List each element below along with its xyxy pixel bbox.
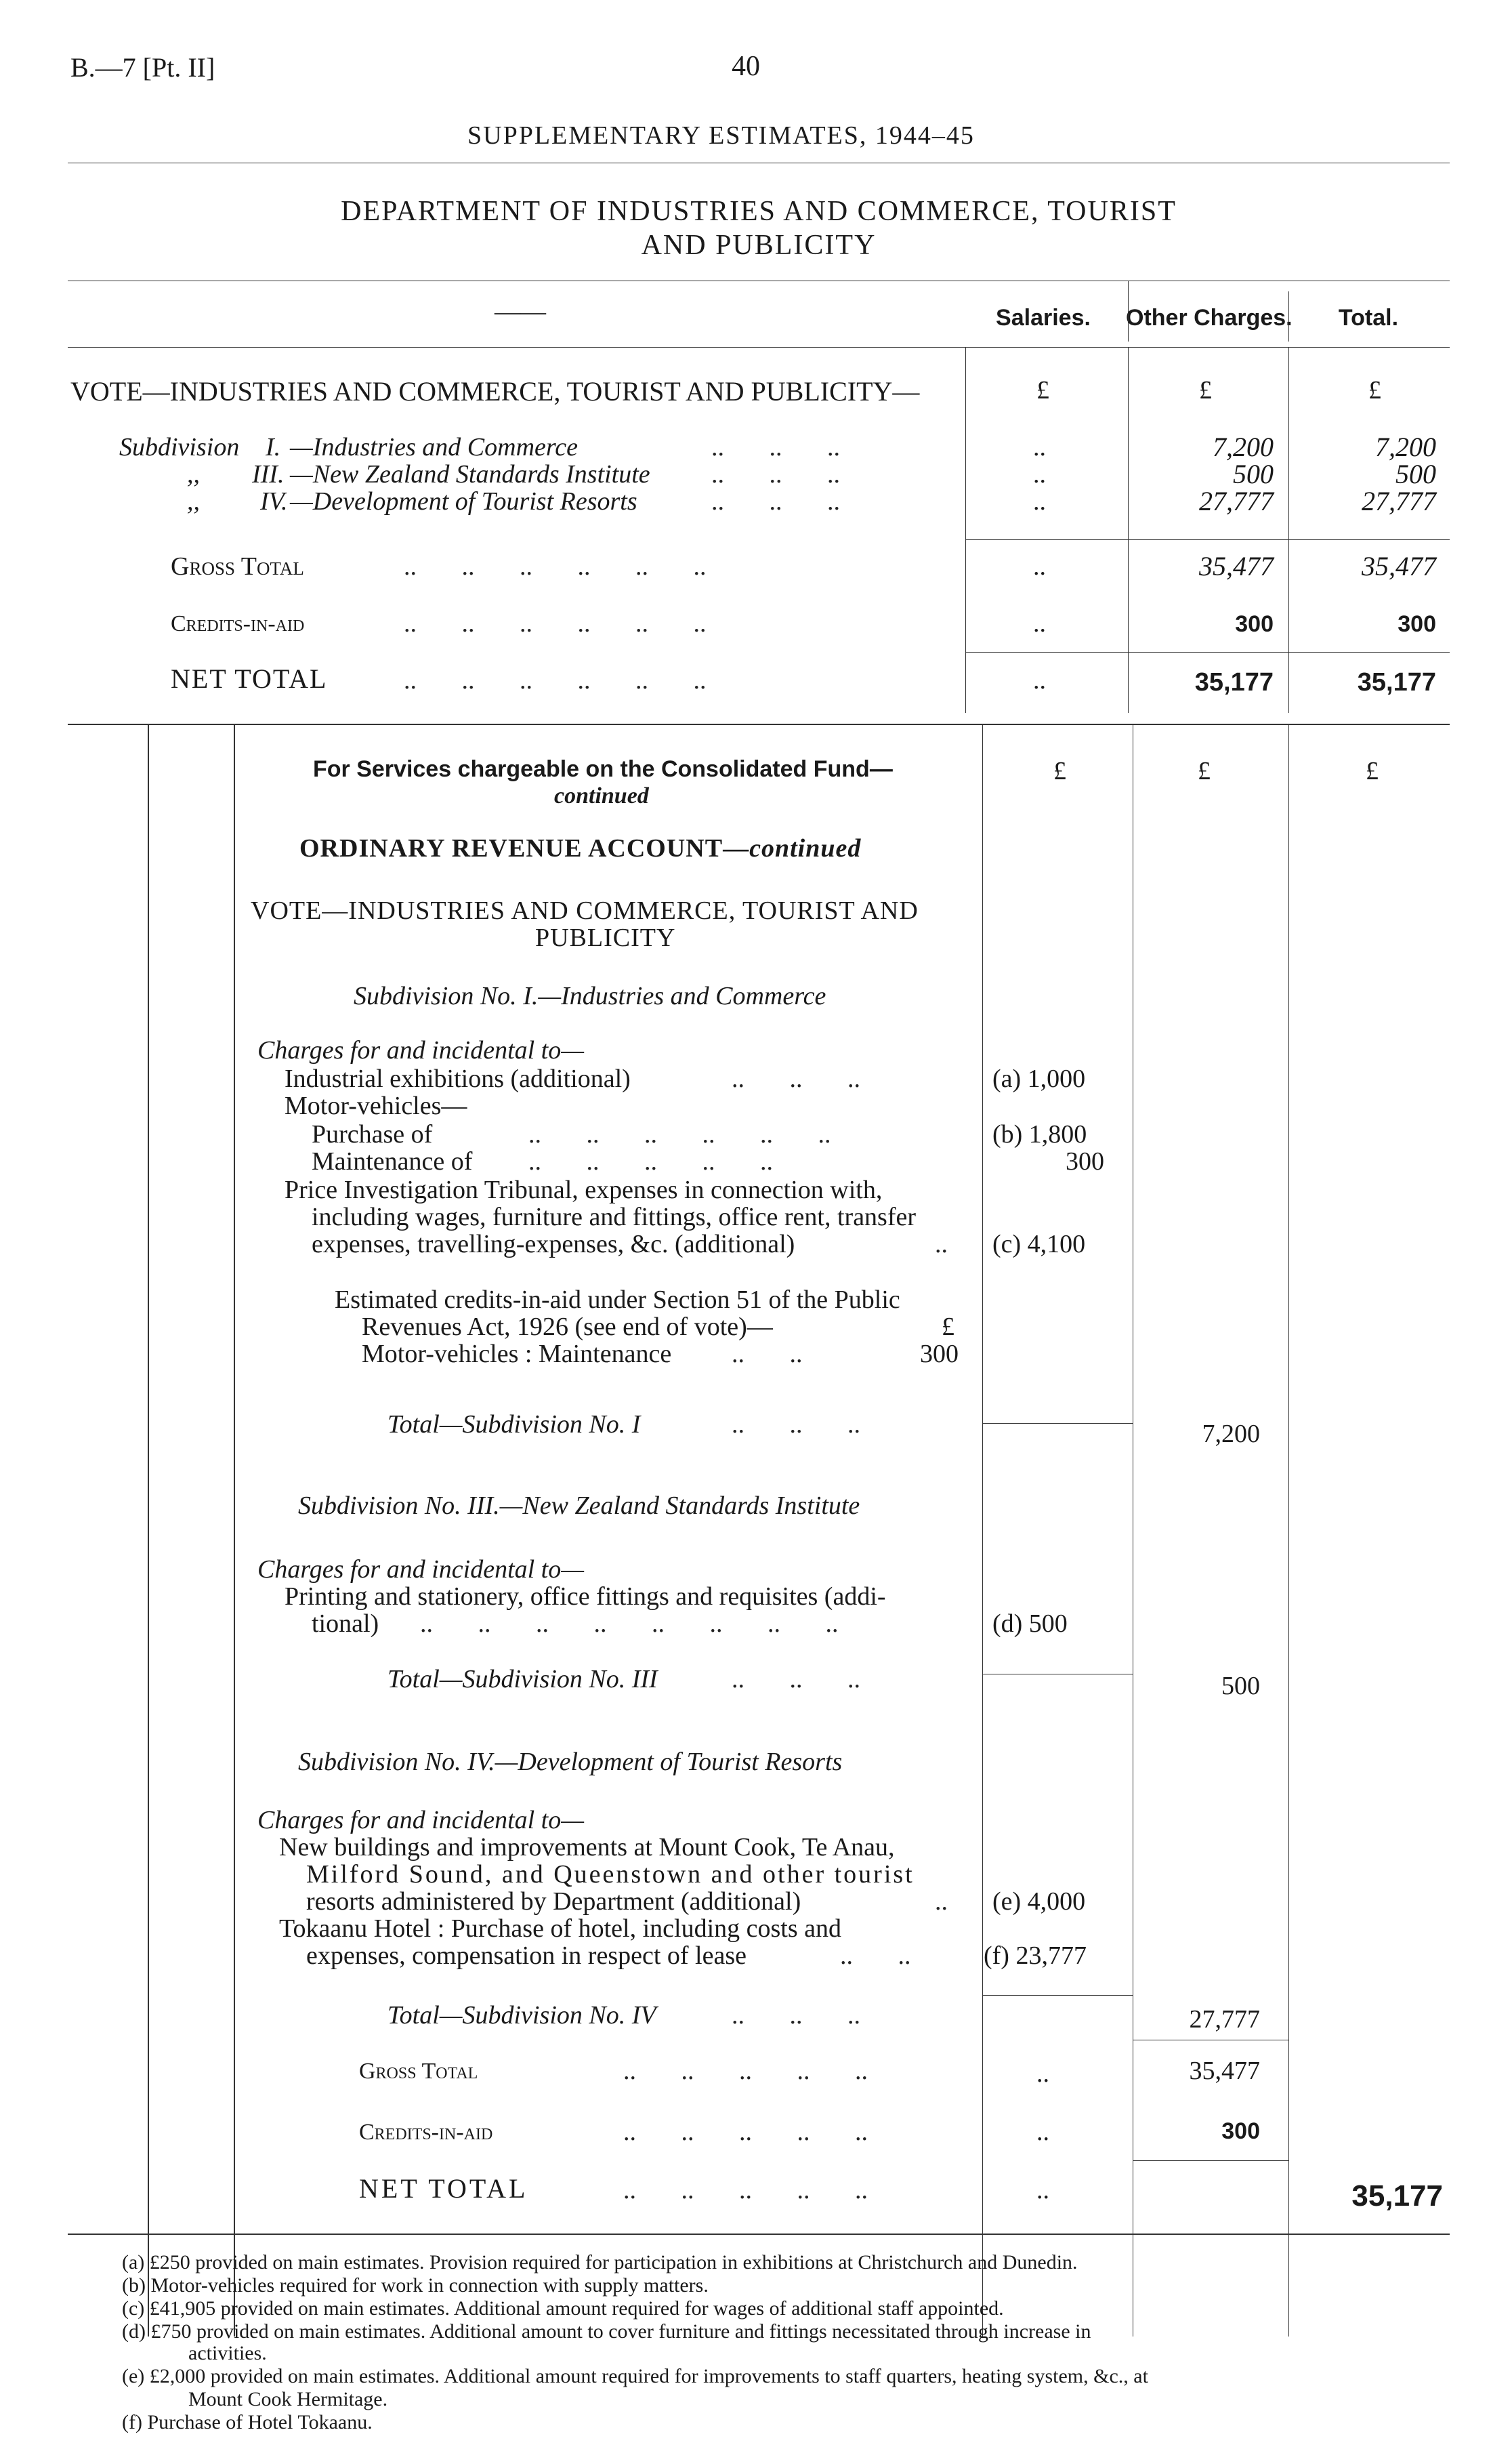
sub1-total-label: Total—Subdivision No. I (387, 1410, 641, 1439)
sub3-printing-amount: (d) 500 (992, 1609, 1068, 1638)
ordinary-revenue-heading (299, 834, 861, 863)
sub3-title: Subdivision No. III.—New Zealand Standards Institute (298, 1491, 860, 1520)
detail-net: 35,177 (1351, 2179, 1443, 2213)
summary-row-1-salaries: .. (1033, 433, 1046, 461)
sub1-exhibitions-amount: (a) 1,000 (992, 1065, 1086, 1093)
footnote-d: (d) £750 provided on main estimates. Additional amount to cover furniture and fittings necessitated through increase in (122, 2320, 1091, 2343)
sub4-charges-intro: Charges for and incidental to— (257, 1806, 585, 1834)
sub3-total: 500 (1221, 1672, 1260, 1700)
sub4-total-label: Total—Subdivision No. IV (387, 2001, 656, 2030)
sub4-tokaanu-line2: expenses, compensation in respect of lease (306, 1941, 747, 1970)
page-reference: B.—7 [Pt. II] (70, 52, 215, 83)
detail-col-divider-3 (1288, 724, 1289, 1672)
ditto-mark: ,, (187, 487, 200, 516)
leader-dots: .. (935, 1230, 948, 1258)
detail-net-salaries: .. (1036, 2176, 1049, 2204)
leader-dots: .. .. .. .. .. (623, 2118, 868, 2146)
summary-row-3-num: IV. (260, 487, 288, 516)
footnote-a: (a) £250 provided on main estimates. Provision required for participation in exhibitions at Christchurch and Dunedin. (122, 2251, 1078, 2273)
sub3-printing-line1: Printing and stationery, office fittings and requisites (addi- (285, 1582, 886, 1611)
summary-header-rule (68, 347, 1450, 348)
detail-col-divider-1 (982, 724, 983, 1672)
detail-pound-2: £ (1198, 757, 1211, 785)
sub1-estimated-amount: 300 (920, 1340, 959, 1368)
sub1-charges-intro: Charges for and incidental to— (257, 1036, 585, 1065)
sub1-maintenance-amount: 300 (1066, 1147, 1104, 1176)
detail-pound-1: £ (1053, 757, 1066, 785)
summary-dash: —— (495, 297, 546, 326)
summary-row-2-num: III. (252, 460, 285, 489)
leader-dots: .. .. .. (732, 1065, 860, 1093)
detail-gross-label: Gross Total (359, 2059, 478, 2084)
ordinary-main: ORDINARY REVENUE ACCOUNT— (299, 834, 750, 863)
sub4-tokaanu-line1: Tokaanu Hotel : Purchase of hotel, including costs and (279, 1914, 841, 1943)
detail-vote-line1: VOTE—INDUSTRIES AND COMMERCE, TOURIST AND (251, 897, 919, 925)
subdivision-word: Subdivision (119, 433, 240, 461)
leader-dots: .. .. .. .. .. .. .. .. (420, 1609, 839, 1638)
footnote-c: (c) £41,905 provided on main estimates. Additional amount required for wages of additional staff appointed. (122, 2297, 1004, 2320)
summary-row-3-name: —Development of Tourist Resorts (290, 487, 637, 516)
sub1-maintenance: Maintenance of (312, 1147, 473, 1176)
summary-row-2-name: —New Zealand Standards Institute (290, 460, 650, 489)
sub1-purchase: Purchase of (312, 1120, 433, 1149)
summary-row-1-num: I. (266, 433, 281, 461)
header-col-divider-1 (1128, 281, 1129, 342)
sub1-purchase-amount: (b) 1,800 (992, 1120, 1087, 1149)
footnote-d-cont: activities. (188, 2342, 267, 2364)
leader-dots: .. .. .. .. .. .. (404, 552, 707, 581)
summary-row-1-total: 7,200 (1375, 432, 1436, 462)
sub1-title: Subdivision No. I.—Industries and Commerce (354, 982, 826, 1010)
sub3-printing-line2: tional) (312, 1609, 379, 1638)
detail-inner-border (234, 724, 235, 1672)
col-salaries-header: Salaries. (996, 305, 1091, 331)
detail-net-rule (1133, 2160, 1288, 2161)
leader-dots: .. .. .. .. .. (528, 1147, 773, 1176)
footnote-e-cont: Mount Cook Hermitage. (188, 2388, 388, 2410)
summary-col-divider-1 (965, 347, 966, 713)
sub4-new-buildings-line1: New buildings and improvements at Mount Cook, Te Anau, (279, 1833, 895, 1861)
leader-dots: .. .. .. (732, 1410, 860, 1439)
sub4-new-buildings-line3: resorts administered by Department (additional) (306, 1887, 801, 1916)
sub4-total: 27,777 (1189, 2005, 1260, 2034)
services-continued: continued (554, 783, 649, 808)
detail-bottom-rule (68, 2234, 1450, 2235)
summary-row-2-salaries: .. (1033, 460, 1046, 489)
sub4-title: Subdivision No. IV.—Development of Tourist Resorts (298, 1748, 843, 1776)
summary-pound-total: £ (1368, 376, 1381, 405)
summary-pound-salaries: £ (1036, 376, 1049, 405)
summary-credits-other: 300 (1235, 611, 1274, 637)
summary-gross-label: Gross Total (171, 552, 304, 581)
sub3-total-label: Total—Subdivision No. III (387, 1665, 658, 1693)
detail-credits-label: Credits-in-aid (359, 2120, 493, 2145)
sub3-charges-intro: Charges for and incidental to— (257, 1555, 585, 1584)
summary-row-2-total: 500 (1395, 459, 1436, 489)
summary-net-total: 35,177 (1357, 668, 1436, 697)
detail-net-label: NET TOTAL (359, 2173, 528, 2204)
leader-dots: .. .. .. .. .. (623, 2057, 868, 2085)
leader-dots: .. .. .. (732, 2001, 860, 2030)
summary-gross-salaries: .. (1033, 552, 1046, 581)
header-col-divider-2 (1288, 291, 1289, 342)
col-total-header: Total. (1338, 305, 1399, 331)
summary-credits-total: 300 (1398, 611, 1436, 637)
sub1-price-line2: including wages, furniture and fittings, office rent, transfer (312, 1203, 917, 1231)
leader-dots: .. (935, 1887, 948, 1916)
sub1-motor-vehicles: Motor-vehicles— (285, 1092, 467, 1120)
summary-row-3-salaries: .. (1033, 487, 1046, 516)
summary-net-salaries: .. (1033, 666, 1046, 695)
summary-col-divider-3 (1288, 347, 1289, 713)
detail-inner-border-lower (234, 1672, 235, 2337)
detail-col-divider-3-lower (1288, 1672, 1289, 2337)
ordinary-continued: continued (749, 834, 862, 863)
net-rule (965, 652, 1450, 653)
leader-dots: .. .. (732, 1340, 803, 1368)
detail-gross-salaries: .. (1036, 2059, 1049, 2088)
summary-row-3-other: 27,777 (1199, 486, 1274, 516)
sub4-total-rule (982, 1995, 1133, 1996)
detail-col-divider-1-lower (982, 1672, 983, 2337)
footnote-b: (b) Motor-vehicles required for work in connection with supply matters. (122, 2274, 709, 2297)
leader-dots: .. .. .. .. .. .. (528, 1120, 831, 1149)
summary-row-3-total: 27,777 (1362, 486, 1436, 516)
sub1-price-line3: expenses, travelling-expenses, &c. (additional) (312, 1230, 795, 1258)
summary-pound-other: £ (1199, 376, 1212, 405)
sub1-total: 7,200 (1202, 1420, 1260, 1448)
subtotal-rule (965, 539, 1450, 540)
services-heading: For Services chargeable on the Consolidated Fund— (313, 756, 893, 782)
sub4-tokaanu-amount: (f) 23,777 (984, 1941, 1087, 1970)
sub1-exhibitions: Industrial exhibitions (additional) (285, 1065, 631, 1093)
department-title-line1: DEPARTMENT OF INDUSTRIES AND COMMERCE, TOURIST (341, 196, 1177, 227)
summary-credits-salaries: .. (1033, 609, 1046, 638)
footnote-f: (f) Purchase of Hotel Tokaanu. (122, 2411, 373, 2433)
sub1-estimated-line2: Revenues Act, 1926 (see end of vote)— (362, 1313, 773, 1341)
leader-dots: .. .. .. (711, 433, 840, 461)
ditto-mark: ,, (187, 460, 200, 489)
detail-left-border (148, 724, 149, 1672)
department-title-line2: AND PUBLICITY (641, 230, 877, 261)
detail-gross: 35,477 (1189, 2057, 1260, 2085)
detail-pound-3: £ (1366, 757, 1379, 785)
summary-row-2-other: 500 (1233, 459, 1274, 489)
col-other-charges-header: Other Charges. (1126, 305, 1293, 331)
detail-credits-salaries: .. (1036, 2118, 1049, 2146)
summary-row-1-other: 7,200 (1213, 432, 1274, 462)
summary-row-1-name: —Industries and Commerce (290, 433, 578, 461)
leader-dots: .. .. .. (711, 460, 840, 489)
summary-col-divider-2 (1128, 347, 1129, 713)
sub1-estimated-line3: Motor-vehicles : Maintenance (362, 1340, 672, 1368)
summary-gross-other: 35,477 (1199, 551, 1274, 581)
summary-vote-title: VOTE—INDUSTRIES AND COMMERCE, TOURIST AND PUBLICITY— (70, 376, 920, 407)
sub1-total-rule (982, 1423, 1133, 1424)
leader-dots: .. .. .. .. .. .. (404, 666, 707, 695)
sub1-price-line1: Price Investigation Tribunal, expenses in connection with, (285, 1176, 883, 1204)
summary-bottom-rule (68, 724, 1450, 725)
summary-gross-total: 35,477 (1362, 551, 1436, 581)
leader-dots: .. .. .. (711, 487, 840, 516)
summary-net-label: NET TOTAL (171, 663, 328, 694)
leader-dots: .. .. (840, 1941, 911, 1970)
detail-left-border-lower (148, 1672, 149, 2337)
sub4-new-buildings-amount: (e) 4,000 (992, 1887, 1086, 1916)
leader-dots: .. .. .. .. .. .. (404, 609, 707, 638)
summary-credits-label: Credits-in-aid (171, 611, 305, 636)
sub4-new-buildings-line2: Milford Sound, and Queenstown and other tourist (306, 1860, 915, 1889)
sub1-estimated-line1: Estimated credits-in-aid under Section 51 of the Public (335, 1285, 900, 1314)
leader-dots: .. .. .. (732, 1665, 860, 1693)
page-number: 40 (732, 51, 760, 82)
detail-credits: 300 (1221, 2118, 1260, 2144)
leader-dots: .. .. .. .. .. (623, 2176, 868, 2204)
footnote-e: (e) £2,000 provided on main estimates. Additional amount required for improvements to staff quarters, heating system, &c., at (122, 2365, 1148, 2387)
summary-net-other: 35,177 (1194, 668, 1274, 697)
sub1-estimated-pound: £ (942, 1313, 954, 1341)
sub1-price-amount: (c) 4,100 (992, 1230, 1086, 1258)
estimates-subtitle: SUPPLEMENTARY ESTIMATES, 1944–45 (467, 121, 975, 150)
detail-vote-line2: PUBLICITY (535, 924, 676, 952)
